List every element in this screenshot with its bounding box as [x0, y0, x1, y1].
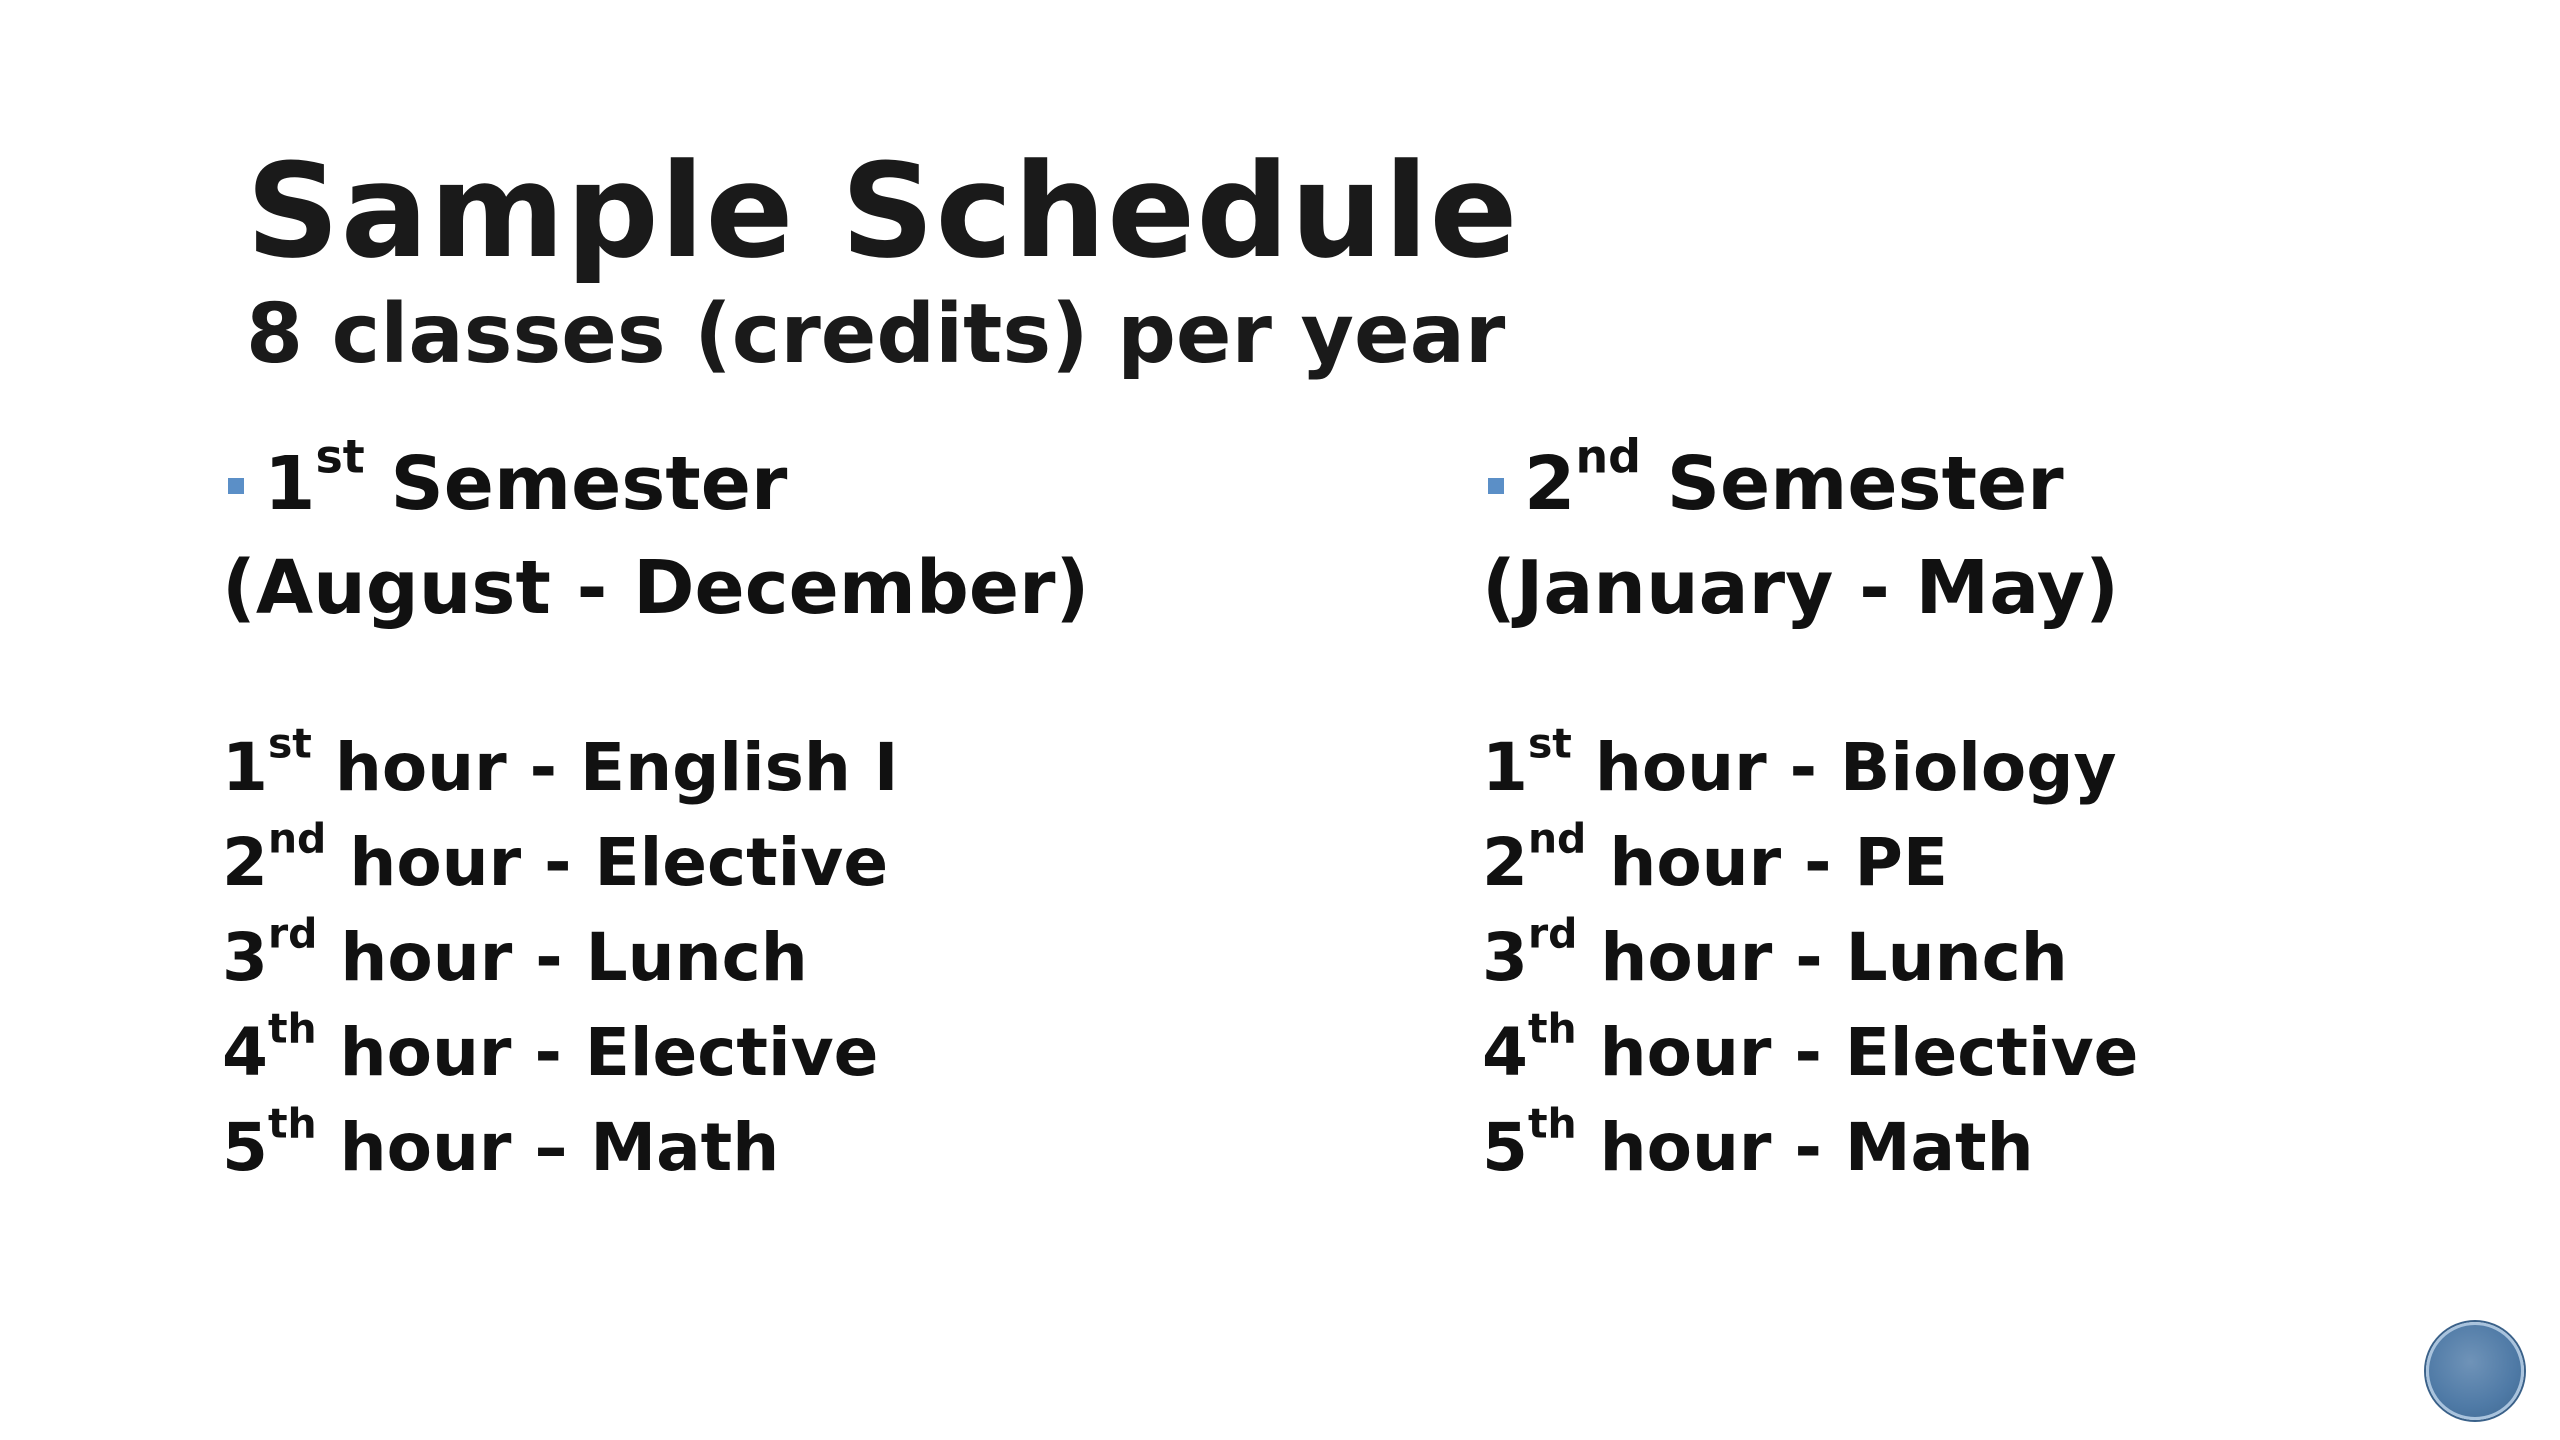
list-item: 3rd hour - Lunch: [1482, 909, 2068, 996]
semester-1-range: (August - December): [222, 545, 1090, 631]
semester-1-hours-list: [222, 720, 1322, 1195]
list-item: 5th hour – Math: [222, 1099, 780, 1186]
semester-2-ordinal-suffix: nd: [1575, 429, 1641, 484]
semester-2-column: [1482, 429, 2560, 1195]
semester-2-ordinal: 2: [1524, 441, 1576, 527]
semester-2-heading: [1482, 429, 2560, 536]
list-item: 4th hour - Elective: [1482, 1004, 2139, 1091]
semester-1-ordinal: 1: [264, 441, 316, 527]
slide-title: Sample Schedule: [246, 135, 1519, 287]
semester-1-heading: [222, 429, 1322, 536]
slide-nav-circle-icon[interactable]: [2426, 1322, 2524, 1420]
list-item: 1st hour - English I: [222, 719, 899, 806]
bullet-icon: [1488, 478, 1504, 494]
semester-1-column: [222, 429, 1322, 1195]
list-item: 2nd hour - Elective: [222, 814, 889, 901]
semester-1-label: Semester: [390, 441, 788, 527]
list-item: 4th hour - Elective: [222, 1004, 879, 1091]
slide-subtitle: 8 classes (credits) per year: [246, 287, 1506, 382]
semester-1-ordinal-suffix: st: [315, 429, 365, 484]
semester-2-label: Semester: [1666, 441, 2064, 527]
semester-2-range: (January - May): [1482, 545, 2119, 631]
list-item: 1st hour - Biology: [1482, 719, 2117, 806]
semester-2-hours-list: [1482, 720, 2560, 1195]
list-item: 3rd hour - Lunch: [222, 909, 808, 996]
bullet-icon: [228, 478, 244, 494]
list-item: 2nd hour - PE: [1482, 814, 1948, 901]
list-item: 5th hour - Math: [1482, 1099, 2034, 1186]
